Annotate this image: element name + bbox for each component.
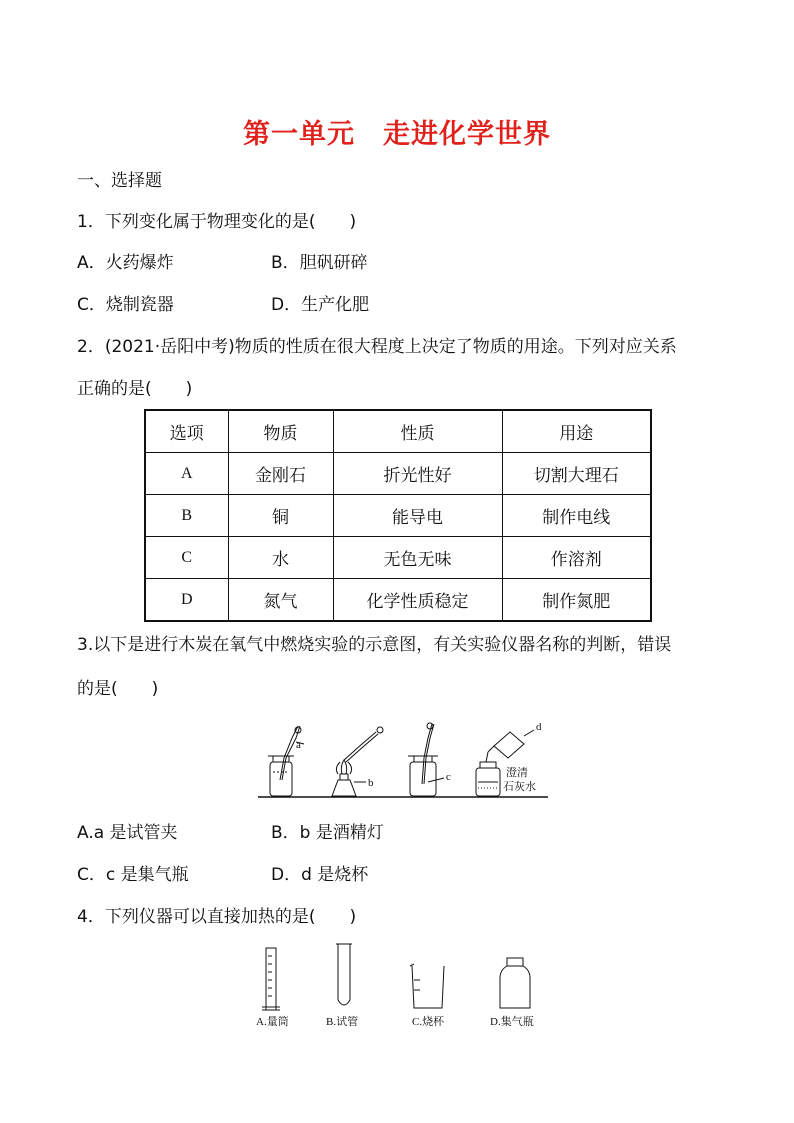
page-title: 第一单元 走进化学世界	[243, 119, 551, 150]
figure-label-limewater-1: 澄清	[506, 767, 528, 779]
table-cell: 铜	[228, 495, 333, 537]
q3-stem-line1: 3.以下是进行木炭在氧气中燃烧实验的示意图，有关实验仪器名称的判断，错误	[77, 635, 672, 655]
table-cell: D	[145, 579, 228, 622]
options-table	[144, 409, 652, 622]
instrument-label-b: B.试管	[326, 1016, 359, 1028]
table-row	[145, 579, 651, 622]
graduated-cylinder-icon	[262, 948, 280, 1010]
table-header-cell: 用途	[502, 410, 651, 453]
gas-collecting-bottle-icon	[500, 958, 530, 1008]
table-header-row	[145, 410, 651, 453]
q1-option-c: C．烧制瓷器	[77, 295, 174, 315]
limewater-bottle-icon	[476, 762, 500, 796]
q2-stem-line2: 正确的是( )	[77, 379, 193, 399]
table-cell: 氮气	[228, 579, 333, 622]
figure-label-limewater-2: 石灰水	[503, 781, 536, 793]
table-cell: 能导电	[333, 495, 502, 537]
table-cell: 金刚石	[228, 453, 333, 495]
lab-instruments-figure	[254, 940, 544, 1032]
section-heading: 一、选择题	[77, 171, 162, 191]
table-row	[145, 537, 651, 579]
q1-option-b: B．胆矾研碎	[271, 253, 368, 273]
table-cell: 作溶剂	[502, 537, 651, 579]
table-cell: C	[145, 537, 228, 579]
beaker-icon	[486, 732, 524, 762]
q3-stem-line2: 的是( )	[77, 679, 159, 699]
instrument-label-c: C.烧杯	[412, 1016, 445, 1028]
table-cell: 无色无味	[333, 537, 502, 579]
figure-label-b: b	[368, 777, 374, 789]
table-cell: 水	[228, 537, 333, 579]
q3-option-c: C．c 是集气瓶	[77, 865, 189, 885]
table-header-cell: 选项	[145, 410, 228, 453]
q1-option-a: A．火药爆炸	[77, 253, 174, 273]
table-header-cell: 物质	[228, 410, 333, 453]
table-header-cell: 性质	[333, 410, 502, 453]
crucible-tongs-icon	[280, 726, 301, 780]
table-cell: 制作电线	[502, 495, 651, 537]
charcoal-experiment-figure	[258, 718, 548, 802]
figure-label-c: c	[446, 771, 451, 783]
q3-option-a: A.a 是试管夹	[77, 823, 178, 843]
table-cell: 折光性好	[333, 453, 502, 495]
q3-option-d: D．d 是烧杯	[271, 865, 369, 885]
table-cell: B	[145, 495, 228, 537]
instrument-label-d: D.集气瓶	[490, 1016, 534, 1028]
table-cell: 切割大理石	[502, 453, 651, 495]
q1-stem: 1．下列变化属于物理变化的是( )	[77, 212, 357, 232]
figure-label-d: d	[536, 721, 542, 733]
figure-label-a: a	[296, 739, 301, 751]
q1-option-d: D．生产化肥	[271, 295, 370, 315]
q4-stem: 4．下列仪器可以直接加热的是( )	[77, 907, 357, 927]
table-cell: A	[145, 453, 228, 495]
table-cell: 化学性质稳定	[333, 579, 502, 622]
instrument-label-a: A.量筒	[256, 1016, 289, 1028]
table-cell: 制作氮肥	[502, 579, 651, 622]
alcohol-lamp-icon	[332, 760, 356, 796]
beaker-icon	[410, 964, 444, 1008]
table-row	[145, 495, 651, 537]
test-tube-icon	[336, 944, 352, 1005]
table-row	[145, 453, 651, 495]
q2-stem-line1: 2．(2021·岳阳中考)物质的性质在很大程度上决定了物质的用途。下列对应关系	[77, 337, 677, 357]
q3-option-b: B．b 是酒精灯	[271, 823, 384, 843]
